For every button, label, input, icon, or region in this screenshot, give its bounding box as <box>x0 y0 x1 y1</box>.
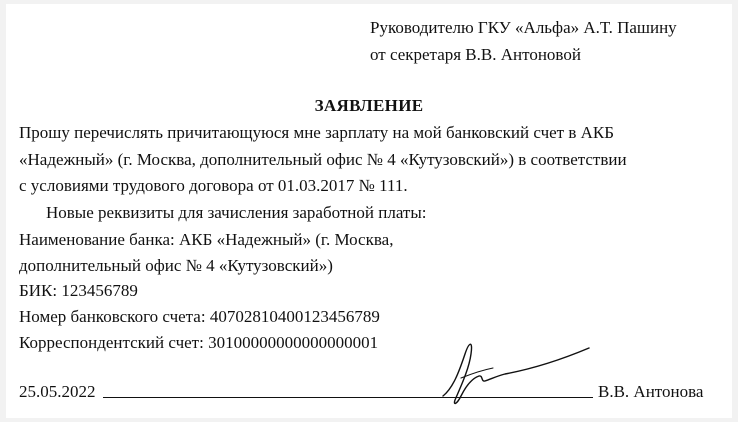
account-line: Номер банковского счета: 40702810400123456789 <box>19 307 380 326</box>
document-title: ЗАЯВЛЕНИЕ <box>314 96 424 115</box>
date-text: 25.05.2022 <box>19 382 96 401</box>
addressee-line-2: от секретаря В.В. Антоновой <box>370 45 581 64</box>
body-line-1: Прошу перечислять причитающуюся мне зарплату на мой банковский счет в АКБ <box>19 123 614 142</box>
signer-name: В.В. Антонова <box>598 382 704 401</box>
bank-name-line-1: Наименование банка: АКБ «Надежный» (г. Москва, <box>19 230 394 249</box>
body-line-3: с условиями трудового договора от 01.03.2017 № 111. <box>19 176 408 195</box>
corr-account-line: Корреспондентский счет: 30100000000000000001 <box>19 333 379 352</box>
bik-line: БИК: 123456789 <box>19 281 138 300</box>
document-page <box>6 4 732 418</box>
handwritten-signature <box>431 334 601 409</box>
requisites-heading: Новые реквизиты для зачисления заработной платы: <box>46 203 427 222</box>
addressee-line-1: Руководителю ГКУ «Альфа» А.Т. Пашину <box>370 18 677 37</box>
bank-name-line-2: дополнительный офис № 4 «Кутузовский») <box>19 256 333 275</box>
body-line-2: «Надежный» (г. Москва, дополнительный офис № 4 «Кутузовский») в соответствии <box>19 150 627 169</box>
